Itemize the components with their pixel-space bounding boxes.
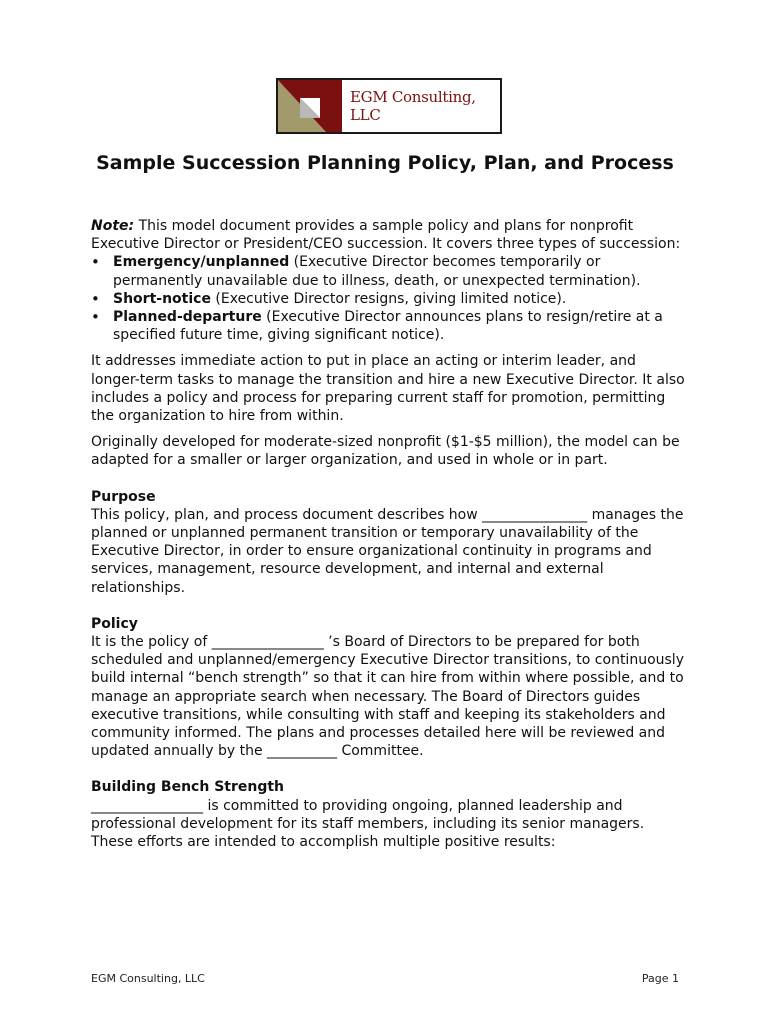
company-logo (276, 78, 502, 134)
list-item (91, 308, 685, 344)
logo-emblem (278, 80, 342, 132)
logo-text: EGM Consulting, LLC (350, 88, 476, 124)
note-paragraph (91, 217, 685, 253)
bullet-term: Planned-departure (113, 309, 262, 326)
addresses-paragraph: It addresses immediate action to put in place an acting or interim leader, and longer-term tasks to manage the transition and hire a new Executive Director. It also includes a policy and process for preparing current staff for promotion, permitting the organization to hire from within. (91, 353, 685, 425)
note-label: Note: (91, 218, 135, 234)
list-item (91, 290, 685, 308)
bullet-term: Short-notice (113, 290, 211, 307)
bullet-text: (Executive Director announces plans to resign/retire at a specified future time, giving significant notice). (113, 309, 663, 344)
page-footer (91, 972, 679, 985)
policy-heading: Policy (91, 615, 138, 632)
policy-paragraph: It is the policy of ________________ ’s Board of Directors to be prepared for both scheduled and unplanned/emergency Executive Director transitions, to continuously build internal “bench strength” so that it can hire from within where possible, and to manage an appropriate search when necessary. The Board of Directors guides executive transitions, while consulting with staff and keeping its stakeholders and community informed. The plans and processes detailed here will be reviewed and updated annually by the __________ Committee. (91, 634, 684, 760)
bench-strength-heading: Building Bench Strength (91, 779, 285, 796)
bullet-text: (Executive Director becomes temporarily or permanently unavailable due to illness, death, or unexpected termination). (113, 254, 641, 289)
purpose-paragraph: This policy, plan, and process document describes how _______________ manages the planned or unplanned permanent transition or temporary unavailability of the Executive Director, in order to ensure organizational continuity in programs and services, management, resource development, and internal and external relationships. (91, 506, 684, 596)
bench-strength-paragraph: ________________ is committed to providing ongoing, planned leadership and professional development for its staff members, including its senior managers. These efforts are intended to accomplish multiple positive results: (91, 797, 645, 851)
document-title: Sample Succession Planning Policy, Plan, and Process (96, 152, 674, 174)
origin-paragraph: Originally developed for moderate-sized nonprofit ($1-$5 million), the model can be adapted for a smaller or larger organization, and used in whole or in part. (91, 434, 680, 469)
footer-company: EGM Consulting, LLC (91, 972, 205, 985)
succession-types-list (91, 253, 685, 344)
bullet-text: (Executive Director resigns, giving limited notice). (210, 290, 567, 307)
logo-mark-graphic (278, 80, 342, 132)
document-body (91, 217, 685, 851)
bullet-term: Emergency/unplanned (113, 254, 290, 271)
list-item (91, 253, 685, 289)
purpose-heading: Purpose (91, 488, 156, 505)
page-number: Page 1 (641, 972, 679, 985)
note-text: This model document provides a sample policy and plans for nonprofit Executive Director or President/CEO succession. It covers three types of succession: (91, 218, 681, 253)
